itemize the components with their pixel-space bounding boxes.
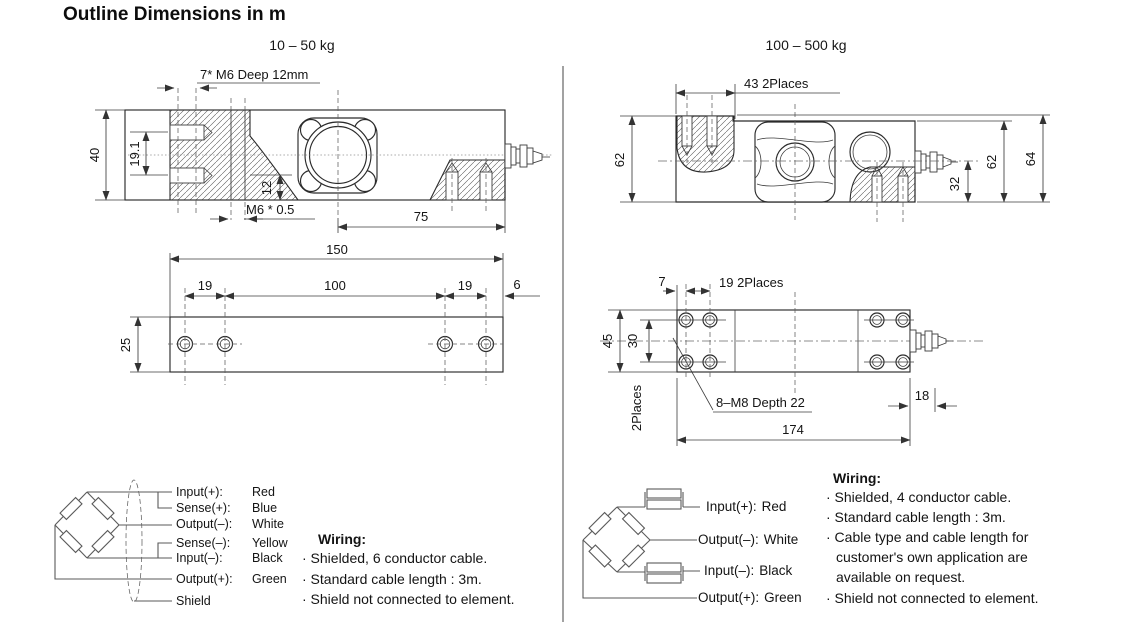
dim-18: 18 bbox=[914, 388, 930, 403]
wiring-note: · Shield not connected to element. bbox=[302, 591, 515, 607]
section-hatch-left bbox=[170, 110, 298, 200]
dim-height-40: 40 bbox=[87, 147, 102, 163]
compensation-resistor bbox=[647, 500, 681, 509]
wiring-note: · Shielded, 4 conductor cable. bbox=[826, 489, 1012, 505]
capacity-range-right: 100 – 500 kg bbox=[765, 37, 847, 53]
dim-25: 25 bbox=[118, 337, 133, 353]
dim-32: 32 bbox=[947, 176, 962, 192]
dim-62-right: 62 bbox=[984, 154, 999, 170]
strain-gauge bbox=[623, 513, 645, 535]
load-button-front bbox=[298, 118, 377, 193]
large-cell-side-view bbox=[612, 76, 1050, 222]
cable-connector-plan bbox=[910, 330, 953, 352]
dim-100: 100 bbox=[324, 278, 346, 293]
strain-gauge bbox=[589, 513, 611, 535]
dim-174: 174 bbox=[782, 422, 804, 437]
compensation-resistor bbox=[647, 563, 681, 572]
strain-gauge bbox=[60, 498, 82, 520]
dim-19-right: 19 bbox=[457, 278, 473, 293]
dim-75: 75 bbox=[413, 209, 429, 224]
wiring-note-continuation: customer's own application are bbox=[836, 549, 1028, 565]
wiring-note: · Shield not connected to element. bbox=[826, 590, 1039, 606]
strain-gauge bbox=[623, 545, 645, 567]
note-8-m8-depth-22: 8–M8 Depth 22 bbox=[716, 395, 805, 410]
note-m6-deep: 7* M6 Deep 12mm bbox=[200, 67, 309, 82]
strain-gauge bbox=[589, 545, 611, 567]
capacity-range-left: 10 – 50 kg bbox=[269, 37, 335, 53]
dim-7: 7 bbox=[658, 274, 666, 289]
wiring-note: · Shielded, 6 conductor cable. bbox=[302, 550, 488, 566]
dim-64: 64 bbox=[1023, 151, 1038, 167]
cable-shield-ellipse bbox=[126, 480, 142, 602]
wiring-note-continuation: available on request. bbox=[836, 569, 966, 585]
small-cell-side-view bbox=[87, 67, 552, 233]
wire-label-output-pos: Output(+): Green bbox=[176, 572, 287, 586]
compensation-resistor bbox=[647, 489, 681, 498]
dim-pitch-19-1: 19.1 bbox=[127, 141, 142, 167]
dim-30: 30 bbox=[625, 333, 640, 349]
note-m6-thread: M6 * 0.5 bbox=[246, 202, 295, 217]
wiring-note: · Standard cable length : 3m. bbox=[826, 509, 1006, 525]
large-cell-plan-view bbox=[600, 274, 985, 446]
wire-label-sense-neg: Sense(–): Yellow bbox=[176, 536, 288, 550]
wire-label-input-neg: Input(–): Black bbox=[176, 551, 283, 565]
load-button-side bbox=[850, 132, 890, 172]
wire-label-input-neg: Input(–): Black bbox=[704, 563, 793, 578]
label-2places: 2Places bbox=[629, 384, 644, 432]
cable-connector bbox=[505, 144, 550, 168]
wire-label-shield: Shield bbox=[176, 594, 211, 608]
compensation-resistor bbox=[647, 574, 681, 583]
wiring-note: · Cable type and cable length for bbox=[826, 529, 1029, 545]
dim-45: 45 bbox=[600, 333, 615, 349]
bridge-circuit-4wire bbox=[583, 489, 700, 598]
dim-62-left: 62 bbox=[612, 152, 627, 168]
strain-gauge bbox=[60, 531, 82, 553]
dim-6: 6 bbox=[513, 277, 521, 292]
strain-gauge bbox=[92, 498, 114, 520]
page-title: Outline Dimensions in m bbox=[63, 4, 286, 25]
section-hatch-right bbox=[430, 160, 505, 200]
wire-label-output-neg: Output(–): White bbox=[176, 517, 284, 531]
wiring-heading: Wiring: bbox=[318, 531, 367, 547]
wire-label-output-neg: Output(–): White bbox=[698, 532, 799, 547]
small-cell-plan-view bbox=[118, 242, 540, 385]
wiring-heading: Wiring: bbox=[833, 470, 882, 486]
cable-connector-side bbox=[915, 151, 958, 173]
note-43-2places: 43 2Places bbox=[744, 76, 809, 91]
bridge-circuit-6wire bbox=[55, 480, 172, 602]
dim-12: 12 bbox=[259, 180, 274, 196]
wiring-note: · Standard cable length : 3m. bbox=[302, 571, 482, 587]
wire-label-input-pos: Input(+): Red bbox=[706, 499, 787, 514]
dim-150: 150 bbox=[326, 242, 348, 257]
dim-19-2places: 19 2Places bbox=[719, 275, 784, 290]
wire-label-output-pos: Output(+): Green bbox=[698, 590, 802, 605]
wire-label-sense-pos: Sense(+): Blue bbox=[176, 501, 278, 515]
wire-label-input-pos: Input(+): Red bbox=[176, 485, 275, 499]
dim-19-left: 19 bbox=[197, 278, 213, 293]
strain-gauge bbox=[92, 531, 114, 553]
